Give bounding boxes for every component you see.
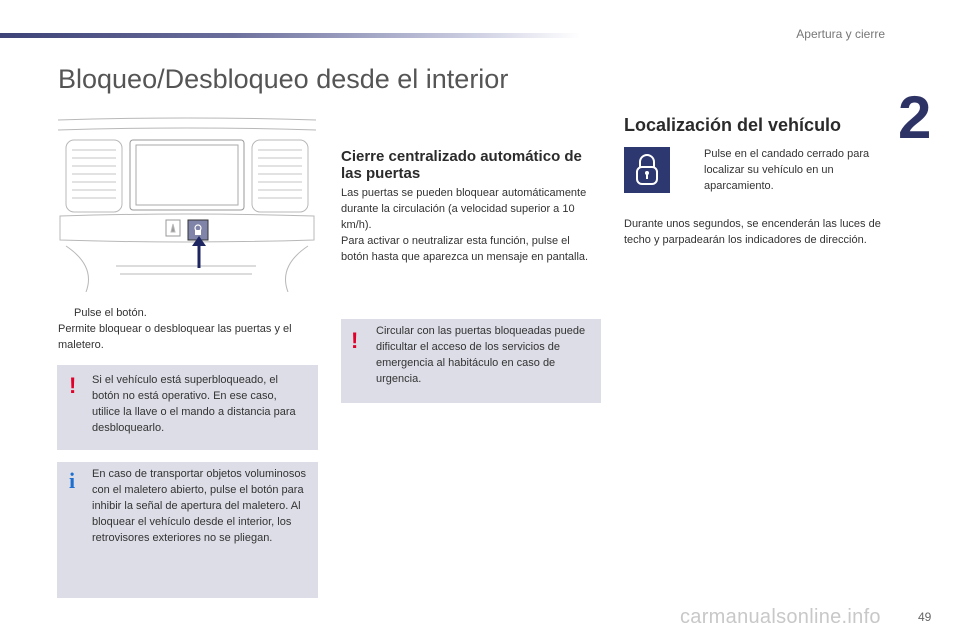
left-description: Permite bloquear o desbloquear las puertas y el maletero. xyxy=(58,323,292,351)
lock-icon xyxy=(624,147,670,193)
middle-warning-box xyxy=(341,319,601,403)
section-name: Apertura y cierre xyxy=(796,27,885,41)
middle-heading: Cierre centralizado automático de las puertas xyxy=(341,148,582,182)
info-icon: i xyxy=(69,468,76,493)
header-gradient-bar xyxy=(0,33,580,38)
left-step xyxy=(58,305,318,321)
right-heading: Localización del vehículo xyxy=(624,115,842,135)
footer-watermark: carmanualsonline.info xyxy=(680,606,881,628)
right-paragraph: Durante unos segundos, se encenderán las luces de techo y parpadearán los indicadores de dirección. xyxy=(624,218,881,246)
middle-warning-text: Circular con las puertas bloqueadas puede dificultar el acceso de los servicios de emergencia al habitáculo en caso de urgencia. xyxy=(376,325,586,385)
middle-paragraph-2: Para activar o neutralizar esta función, pulse el botón hasta que aparezca un mensaje en pantalla. xyxy=(341,235,589,263)
left-info-text: En caso de transportar objetos voluminosos con el maletero abierto, pulse el botón para inhibir la señal de apertura del maletero. Al bloquear el vehículo desde el interior, los retrovisores exteriores no se pliegan. xyxy=(92,468,307,544)
dashboard-illustration xyxy=(56,116,318,292)
left-warning-box xyxy=(57,365,318,450)
middle-paragraph-1: Las puertas se pueden bloquear automáticamente durante la circulación (a velocidad superior a 10 km/h). xyxy=(341,187,587,231)
left-warning-text: Si el vehículo está superbloqueado, el botón no está operativo. En ese caso, utilice la llave o el mando a distancia para desbloquearlo. xyxy=(92,374,296,434)
right-step-text: Pulse en el candado cerrado para localizar su vehículo en un aparcamiento. xyxy=(704,148,870,192)
warning-icon: ! xyxy=(351,328,359,353)
chapter-number: 2 xyxy=(898,84,932,151)
left-step-text: Pulse el botón. xyxy=(74,307,147,319)
warning-icon: ! xyxy=(69,373,77,398)
page-title: Bloqueo/Desbloqueo desde el interior xyxy=(58,64,509,94)
page-number: 49 xyxy=(918,610,932,624)
left-info-box xyxy=(57,462,318,598)
